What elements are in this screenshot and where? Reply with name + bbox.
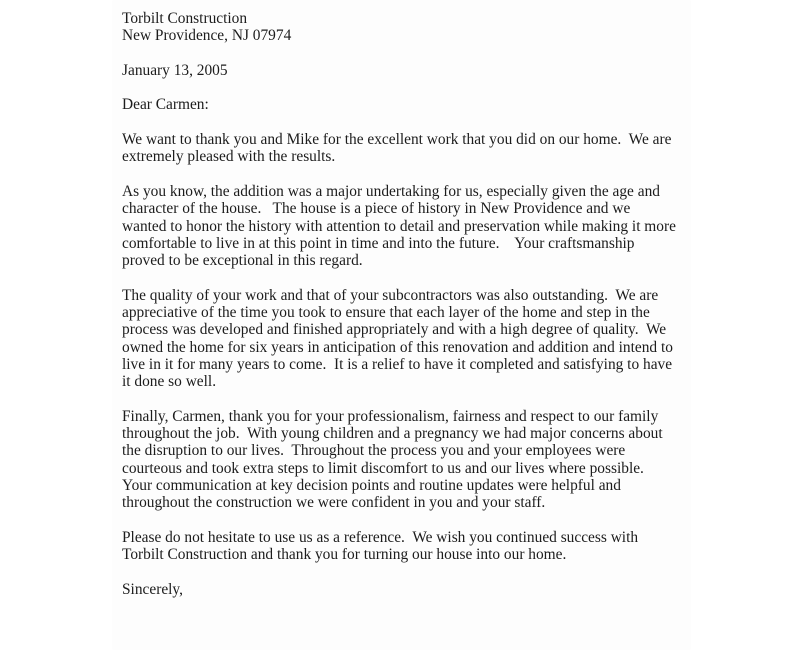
paragraph-line: character of the house. The house is a piece of history in New Providence and we [122, 200, 631, 218]
paragraph-line: extremely pleased with the results. [122, 148, 336, 166]
paragraph-line: As you know, the addition was a major undertaking for us, especially given the age and [122, 182, 660, 200]
paragraph-line: proved to be exceptional in this regard. [122, 252, 363, 270]
paragraph-line: Finally, Carmen, thank you for your professionalism, fairness and respect to our family [122, 407, 659, 425]
paragraph-line: owned the home for six years in anticipation of this renovation and addition and intend to [122, 338, 673, 356]
paragraph-line: comfortable to live in at this point in time and into the future. Your craftsmanship [122, 234, 635, 252]
sender-address: New Providence, NJ 07974 [122, 27, 292, 45]
salutation: Dear Carmen: [122, 96, 209, 114]
paragraph-thanks [122, 131, 690, 166]
spacer [122, 564, 690, 581]
paragraph-line: throughout the construction we were confident in you and your staff. [122, 494, 546, 512]
paragraph-line: live in it for many years to come. It is a relief to have it completed and satisfying to have [122, 355, 673, 373]
spacer [122, 269, 690, 286]
letter-page [113, 0, 690, 650]
spacer [122, 114, 690, 131]
paragraph-line: appreciative of the time you took to ensure that each layer of the home and step in the [122, 304, 650, 322]
paragraph-line: Your communication at key decision points and routine updates were helpful and [122, 477, 621, 495]
paragraph-line: We want to thank you and Mike for the excellent work that you did on our home. We are [122, 131, 672, 149]
spacer [122, 79, 690, 96]
paragraph-line: the disruption to our lives. Throughout the process you and your employees were [122, 442, 626, 460]
paragraph-addition [122, 183, 690, 269]
spacer [122, 166, 690, 183]
paragraph-line: Please do not hesitate to use us as a reference. We wish you continued success with [122, 528, 639, 546]
spacer [122, 391, 690, 408]
spacer [122, 45, 690, 62]
letter-date: January 13, 2005 [122, 61, 228, 79]
paragraph-line: it done so well. [122, 373, 217, 391]
paragraph-reference [122, 529, 690, 564]
paragraph-line: throughout the job. With young children and a pregnancy we had major concerns about [122, 425, 663, 443]
paragraph-line: process was developed and finished appropriately and with a high degree of quality. We [122, 321, 667, 339]
paragraph-line: wanted to honor the history with attention to detail and preservation while making it more [122, 217, 676, 235]
paragraph-line: courteous and took extra steps to limit discomfort to us and our lives where possible. [122, 459, 644, 477]
closing: Sincerely, [122, 580, 183, 598]
letter-body [122, 10, 690, 598]
paragraph-professionalism [122, 408, 690, 512]
spacer [122, 512, 690, 529]
paragraph-line: The quality of your work and that of your subcontractors was also outstanding. We are [122, 286, 659, 304]
sender-name: Torbilt Construction [122, 10, 248, 27]
paragraph-line: Torbilt Construction and thank you for turning our house into our home. [122, 546, 567, 564]
paragraph-quality [122, 287, 690, 391]
